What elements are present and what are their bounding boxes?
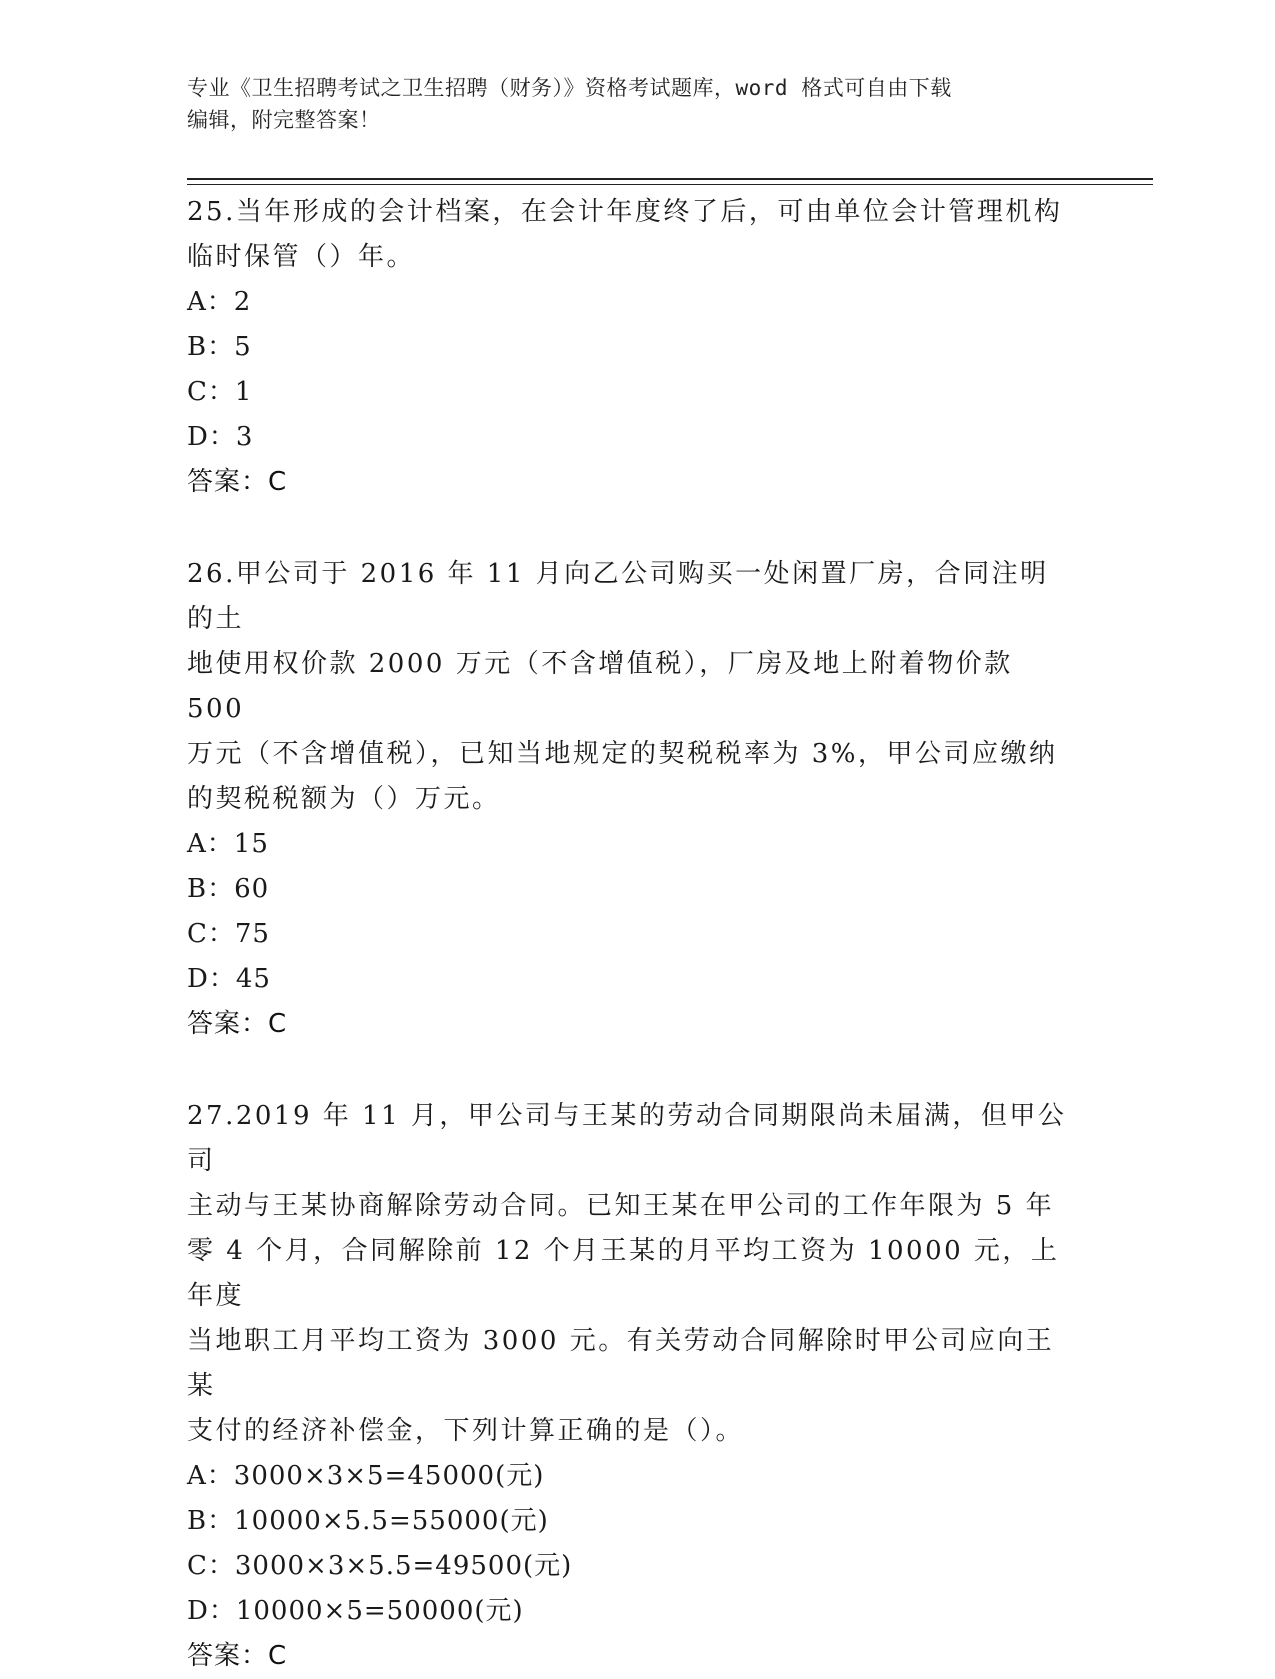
question-26 <box>187 550 1077 1047</box>
option-c: C：75 <box>187 919 270 949</box>
stem-line: 临时保管（）年。 <box>187 242 416 272</box>
question-stem <box>187 1092 1077 1454</box>
header-line-2: 编辑，附完整答案！ <box>187 108 381 132</box>
stem-line: 零 4 个月，合同解除前 12 个月王某的月平均工资为 10000 元，上年度 <box>187 1236 1060 1311</box>
header-line-1: 专业《卫生招聘考试之卫生招聘（财务）》资格考试题库，word 格式可自由下载 <box>187 76 952 100</box>
stem-line: 支付的经济补偿金，下列计算正确的是（）。 <box>187 1416 745 1446</box>
option-b: B：5 <box>187 332 252 362</box>
stem-line: 的契税税额为（）万元。 <box>187 784 501 814</box>
option-c: C：1 <box>187 377 253 407</box>
option-d: D：10000×5=50000(元) <box>187 1596 524 1626</box>
answer-line: 答案：C <box>187 1641 288 1671</box>
question-27 <box>187 1092 1077 1679</box>
question-stem <box>187 188 1077 280</box>
stem-line: 26.甲公司于 2016 年 11 月向乙公司购买一处闲置厂房，合同注明的土 <box>187 559 1049 634</box>
question-list <box>187 188 1077 1679</box>
header-divider-thick <box>187 178 1153 180</box>
stem-line: 当地职工月平均工资为 3000 元。有关劳动合同解除时甲公司应向王某 <box>187 1326 1055 1401</box>
stem-line: 25.当年形成的会计档案，在会计年度终了后，可由单位会计管理机构 <box>187 197 1063 227</box>
document-header <box>187 72 1067 136</box>
answer-line: 答案：C <box>187 467 288 497</box>
question-spacer <box>187 505 1077 550</box>
question-stem <box>187 550 1077 822</box>
question-25 <box>187 188 1077 505</box>
option-a: A：3000×3×5=45000(元) <box>187 1461 545 1491</box>
question-spacer <box>187 1047 1077 1092</box>
option-d: D：3 <box>187 422 254 452</box>
option-a: A：15 <box>187 829 269 859</box>
stem-line: 27.2019 年 11 月，甲公司与王某的劳动合同期限尚未届满，但甲公司 <box>187 1101 1067 1176</box>
option-b: B：60 <box>187 874 270 904</box>
stem-line: 主动与王某协商解除劳动合同。已知王某在甲公司的工作年限为 5 年 <box>187 1191 1055 1221</box>
header-divider-thin <box>187 184 1153 185</box>
answer-line: 答案：C <box>187 1009 288 1039</box>
stem-line: 万元（不含增值税），已知当地规定的契税税率为 3%，甲公司应缴纳 <box>187 739 1058 769</box>
stem-line: 地使用权价款 2000 万元（不含增值税），厂房及地上附着物价款 500 <box>187 649 1013 724</box>
option-a: A：2 <box>187 287 252 317</box>
option-d: D：45 <box>187 964 271 994</box>
option-c: C：3000×3×5.5=49500(元) <box>187 1551 573 1581</box>
option-b: B：10000×5.5=55000(元) <box>187 1506 549 1536</box>
